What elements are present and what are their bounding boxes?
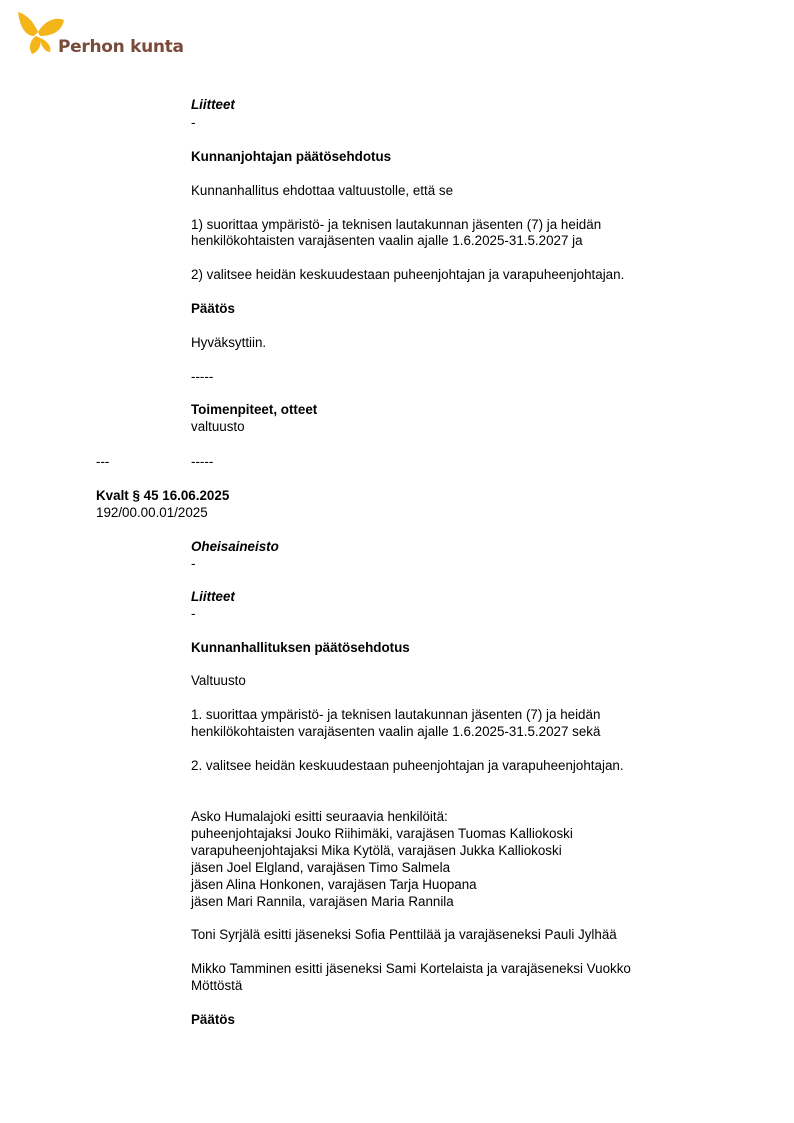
- decision-text: Hyväksyttiin.: [191, 335, 267, 350]
- board-proposal-heading: Kunnanhallituksen päätösehdotus: [191, 640, 410, 655]
- liitteet-value-2: -: [191, 606, 196, 621]
- nomination-line: puheenjohtajaksi Jouko Riihimäki, varajäsen Tuomas Kalliokoski: [191, 826, 573, 841]
- decision-heading-2: Päätös: [191, 1012, 235, 1027]
- board-proposal-intro: Valtuusto: [191, 673, 246, 688]
- nomination-line: jäsen Joel Elgland, varajäsen Timo Salmela: [191, 860, 451, 875]
- liitteet-heading: Liitteet: [191, 97, 235, 112]
- nomination-mikko-line-1: Mikko Tamminen esitti jäseneksi Sami Kortelaista ja varajäseneksi Vuokko: [191, 961, 631, 976]
- nomination-mikko-line-2: Möttöstä: [191, 978, 243, 993]
- oheisaineisto-heading: Oheisaineisto: [191, 539, 279, 554]
- liitteet-value: -: [191, 115, 196, 130]
- board-item-2: 2. valitsee heidän keskuudestaan puheenjohtajan ja varapuheenjohtajan.: [191, 758, 624, 773]
- nomination-line: jäsen Alina Honkonen, varajäsen Tarja Huopana: [191, 877, 477, 892]
- actions-heading: Toimenpiteet, otteet: [191, 402, 318, 417]
- proposal-item-2: 2) valitsee heidän keskuudestaan puheenjohtajan ja varapuheenjohtajan.: [191, 267, 625, 282]
- nomination-line: Asko Humalajoki esitti seuraavia henkilöitä:: [191, 809, 448, 824]
- divider-right: -----: [191, 454, 214, 469]
- board-item-1-line-2: henkilökohtaisten varajäsenten vaalin ajalle 1.6.2025-31.5.2027 sekä: [191, 724, 601, 739]
- oheisaineisto-value: -: [191, 556, 196, 571]
- separator: -----: [191, 369, 214, 384]
- decision-heading: Päätös: [191, 301, 235, 316]
- organization-name: Perhon kunta: [58, 37, 184, 57]
- divider-left: ---: [96, 454, 110, 469]
- actions-value: valtuusto: [191, 419, 245, 434]
- board-item-1-line-1: 1. suorittaa ympäristö- ja teknisen lautakunnan jäsenten (7) ja heidän: [191, 707, 601, 722]
- proposal-item-1-line-2: henkilökohtaisten varajäsenten vaalin ajalle 1.6.2025-31.5.2027 ja: [191, 233, 583, 248]
- nomination-line: jäsen Mari Rannila, varajäsen Maria Rannila: [191, 894, 454, 909]
- organization-logo: [16, 10, 186, 60]
- section-title: Kvalt § 45 16.06.2025: [96, 488, 230, 503]
- nomination-toni: Toni Syrjälä esitti jäseneksi Sofia Penttilää ja varajäseneksi Pauli Jylhää: [191, 927, 617, 942]
- proposal-item-1-line-1: 1) suorittaa ympäristö- ja teknisen lautakunnan jäsenten (7) ja heidän: [191, 217, 602, 232]
- proposal-intro: Kunnanhallitus ehdottaa valtuustolle, että se: [191, 183, 454, 198]
- record-number: 192/00.00.01/2025: [96, 505, 208, 520]
- liitteet-heading-2: Liitteet: [191, 589, 235, 604]
- nomination-line: varapuheenjohtajaksi Mika Kytölä, varajäsen Jukka Kalliokoski: [191, 843, 562, 858]
- proposal-heading: Kunnanjohtajan päätösehdotus: [191, 149, 392, 164]
